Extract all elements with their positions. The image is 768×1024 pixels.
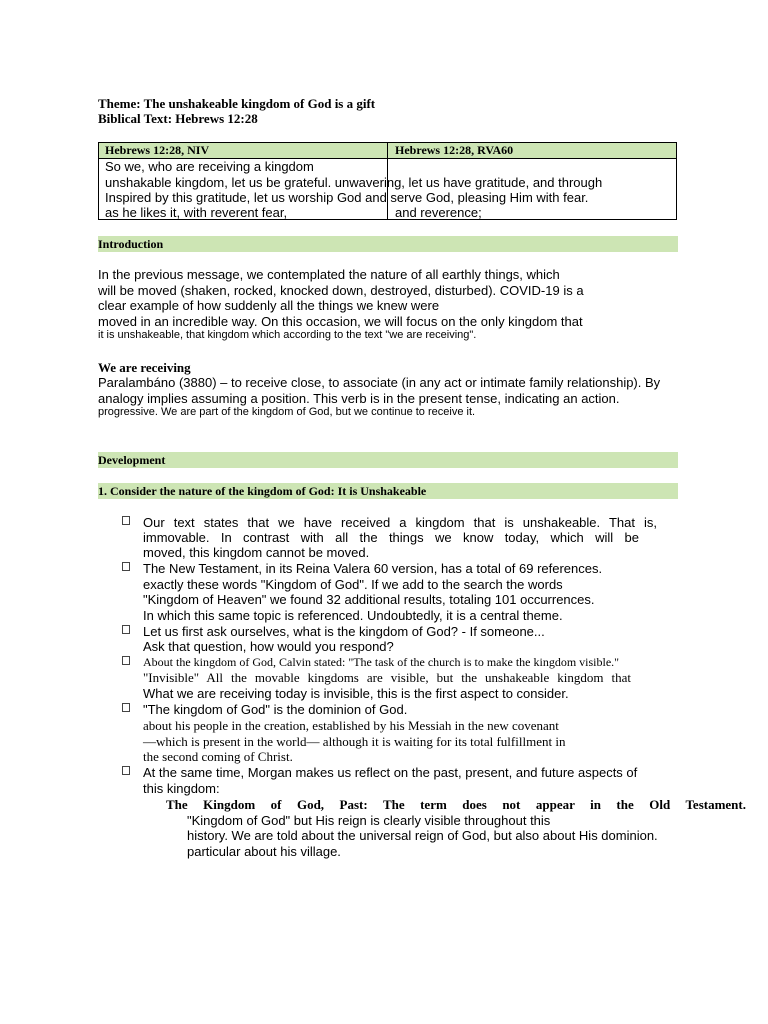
receiving-heading: We are receiving (98, 360, 191, 375)
point1-band (98, 483, 678, 499)
introduction-heading: Introduction (98, 237, 164, 251)
intro-line: moved in an incredible way. On this occasion, we will focus on the only kingdom that (98, 314, 583, 329)
past-heading: The Kingdom of God, Past: The term does not appear in the Old Testament. (166, 797, 746, 812)
intro-line: will be moved (shaken, rocked, knocked down, destroyed, disturbed). COVID-19 is a (98, 283, 584, 298)
biblical-text-heading: Biblical Text: Hebrews 12:28 (98, 111, 258, 126)
bullet3-line: Ask that question, how would you respond? (143, 639, 394, 654)
verse-line: So we, who are receiving a kingdom (105, 159, 314, 174)
bullet1-line: immovable. In contrast with all the things we know today, which will be (143, 530, 639, 545)
bullet4-line: "Invisible" All the movable kingdoms are visible, but the unshakeable kingdom that (143, 670, 631, 685)
bullet5-line: the second coming of Christ. (143, 749, 293, 764)
bullet-box-icon (122, 766, 130, 775)
verse-line: Inspired by this gratitude, let us worship God and serve God, pleasing Him with fear. (105, 190, 589, 205)
verse-line-left: as he likes it, with reverent fear, (105, 205, 288, 220)
verse-line-right: and reverence; (395, 205, 482, 220)
verse-table-header-niv: Hebrews 12:28, NIV (105, 143, 210, 157)
bullet-box-icon (122, 625, 130, 634)
receiving-line: analogy implies assuming a position. This verb is in the present tense, indicating an action. (98, 391, 620, 406)
bullet3-line: Let us first ask ourselves, what is the kingdom of God? - If someone... (143, 624, 545, 639)
bullet1-line: moved, this kingdom cannot be moved. (143, 545, 370, 560)
past-line: particular about his village. (187, 844, 341, 859)
past-line: history. We are told about the universal reign of God, but also about His dominion. (187, 828, 658, 843)
bullet4-line: What we are receiving today is invisible, this is the first aspect to consider. (143, 686, 569, 701)
bullet6-line: this kingdom: (143, 781, 220, 796)
bullet5-line: —which is present in the world— although it is waiting for its total fulfillment in (143, 734, 566, 749)
verse-comparison-table (98, 142, 677, 220)
intro-line: In the previous message, we contemplated the nature of all earthly things, which (98, 267, 560, 282)
bullet-box-icon (122, 703, 130, 712)
bullet-box-icon (122, 516, 130, 525)
bullet4-line: About the kingdom of God, Calvin stated: "The task of the church is to make the kingdom visible." (143, 655, 620, 669)
development-heading: Development (98, 453, 166, 467)
point1-heading: 1. Consider the nature of the kingdom of God: It is Unshakeable (98, 484, 427, 498)
bullet2-line: The New Testament, in its Reina Valera 60 version, has a total of 69 references. (143, 561, 603, 576)
bullet1-line: Our text states that we have received a kingdom that is unshakeable. That is, (143, 515, 657, 530)
past-line: "Kingdom of God" but His reign is clearly visible throughout this (187, 813, 551, 828)
receiving-line: Paralambáno (3880) – to receive close, to associate (in any act or intimate family relationship). By (98, 375, 661, 390)
verse-table-header-rva60: Hebrews 12:28, RVA60 (395, 143, 514, 157)
verse-line: unshakable kingdom, let us be grateful. unwavering, let us have gratitude, and through (105, 175, 603, 190)
introduction-band (98, 236, 678, 252)
bullet6-line: At the same time, Morgan makes us reflect on the past, present, and future aspects of (143, 765, 638, 780)
bullet5-line: "The kingdom of God" is the dominion of God. (143, 702, 408, 717)
intro-line-small: it is unshakeable, that kingdom which according to the text "we are receiving". (98, 329, 477, 341)
bullet2-line: exactly these words "Kingdom of God". If we add to the search the words (143, 577, 563, 592)
bullet5-line: about his people in the creation, established by his Messiah in the new covenant (143, 718, 559, 733)
receiving-line-small: progressive. We are part of the kingdom of God, but we continue to receive it. (98, 406, 476, 418)
bullet2-line: "Kingdom of Heaven" we found 32 additional results, totaling 101 occurrences. (143, 592, 595, 607)
bullet-box-icon (122, 656, 130, 665)
development-band (98, 452, 678, 468)
bullet2-line: In which this same topic is referenced. Undoubtedly, it is a central theme. (143, 608, 563, 623)
theme-heading: Theme: The unshakeable kingdom of God is a gift (98, 96, 376, 111)
intro-line: clear example of how suddenly all the things we knew were (98, 298, 440, 313)
bullet-box-icon (122, 562, 130, 571)
